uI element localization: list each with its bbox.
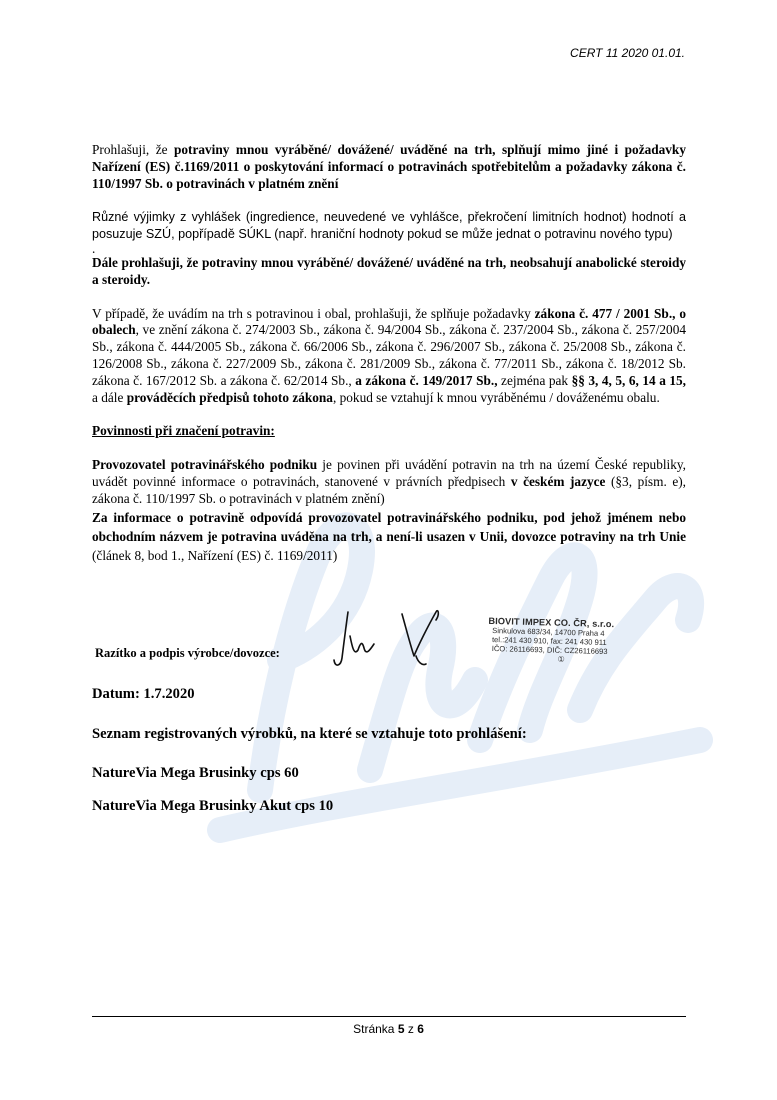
current-page: 5 [397, 1022, 405, 1036]
signature-section [92, 606, 692, 686]
total-pages: 6 [417, 1022, 424, 1036]
certificate-reference: CERT 11 2020 01.01. [570, 46, 685, 60]
bold-run: prováděcích předpisů tohoto zákona [126, 389, 333, 405]
stamp-ids: IČO: 26116693, DIČ: CZ26116693 [491, 644, 608, 657]
labeling-heading [92, 423, 686, 440]
text-run: V případě, že uvádím na trh s potravinou i obal, prohlašuji, že splňuje požadavky [92, 305, 535, 321]
declaration-paragraph-1 [92, 142, 686, 192]
bold-run: potraviny mnou vyráběné/ dovážené/ uváděné na trh, splňují mimo jiné i požadavky Nařízení (ES) č.1169/2011 o poskytování informací o potravinách spotřebitelům a požadavky zákona č. 110/1997 Sb. o potravinách v platném znění [92, 142, 686, 191]
packaging-paragraph [92, 306, 686, 407]
stamp-signature-label: Razítko a podpis výrobce/dovozce: [95, 646, 280, 660]
declaration-body [92, 142, 686, 565]
stamp-phone: tel.:241 430 910, fax: 241 430 911 [491, 635, 607, 648]
operator-paragraph [92, 457, 686, 507]
bold-run: a zákona č. 149/2017 Sb., [355, 372, 498, 388]
responsibility-paragraph [92, 508, 686, 565]
text-run: , pokud se vztahují k mnou vyráběnému / dováženému obalu. [332, 389, 660, 405]
handwritten-signature-icon [332, 606, 472, 676]
bold-run: zákona č. 477 / 2001 Sb., o obalech [92, 305, 686, 338]
steroids-paragraph [92, 255, 686, 289]
stamp-number: ① [557, 654, 565, 664]
text-run: a dále [92, 389, 127, 405]
stamp-address: Sinkulova 683/34, 14700 Praha 4 [492, 626, 605, 638]
page-number-prefix: Stránka [353, 1022, 398, 1036]
bold-run: Za informace o potravině odpovídá provozovatel potravinářského podniku, pod jehož jménem nebo obchodním názvem je potravina uváděna na trh, a není-li usazen v Unii, dovozce potraviny na trh Unie [92, 509, 686, 544]
bold-run: Dále prohlašuji, že potraviny mnou vyráběné/ dovážené/ uváděné na trh, neobsahují anabolické steroidy a steroidy. [92, 254, 686, 287]
bold-run: v českém jazyce [510, 473, 606, 489]
heading-text: Povinnosti při značení potravin: [92, 423, 275, 439]
text-run: , ve znění zákona č. 274/2003 Sb., zákona č. 94/2004 Sb., zákona č. 237/2004 Sb., zákona č. 257/2004 Sb., zákona č. 444/2005 Sb., zákona č. 66/2006 Sb., zákona č. 296/2007 Sb., zákona č. 25/2008 Sb., zákona č. 126/2008 Sb., zákona č. 227/2009 Sb., zákona č. 281/2009 Sb., zákona č. 77/2011 Sb., zákona č. 18/2012 Sb. zákona č. 167/2012 Sb. a zákona č. 62/2014 Sb., [92, 322, 686, 388]
bold-run: Provozovatel potravinářského podniku [92, 457, 318, 473]
footer-divider [92, 1016, 686, 1017]
text-run: Prohlašuji, že [92, 142, 175, 157]
declaration-date: Datum: 1.7.2020 [92, 686, 195, 702]
text-run: je povinen při uvádění potravin na trh na území České republiky, uvádět povinné informace o potravinách, stanovené v právních předpisech [92, 457, 686, 489]
text-run: (článek 8, bod 1., Nařízení (ES) č. 1169/2011) [92, 547, 338, 563]
stamp-title: BIOVIT IMPEX CO. ČR, s.r.o. [488, 615, 615, 630]
text-run: zejména pak [497, 372, 572, 388]
page-number-separator: z [404, 1022, 418, 1036]
bold-run: §§ 3, 4, 5, 6, 14 a 15, [571, 372, 687, 388]
product-item: NatureVia Mega Brusinky cps 60 [92, 765, 299, 781]
page-number [0, 1022, 777, 1036]
text-run: (§3, písm. e), zákona č. 110/1997 Sb. o potravinách v platném znění) [92, 473, 686, 506]
products-heading: Seznam registrovaných výrobků, na které se vztahuje toto prohlášení: [92, 726, 527, 742]
product-item: NatureVia Mega Brusinky Akut cps 10 [92, 798, 334, 814]
company-stamp [487, 616, 648, 666]
exceptions-paragraph: Různé výjimky z vyhlášek (ingredience, neuvedené ve vyhlášce, překročení limitních hodnot) hodnotí a posuzuje SZÚ, popřípadě SÚKL (např. hraniční hodnoty pokud se může jednat o potravinu nového typu) [92, 210, 686, 242]
stray-dot: . [92, 240, 96, 256]
